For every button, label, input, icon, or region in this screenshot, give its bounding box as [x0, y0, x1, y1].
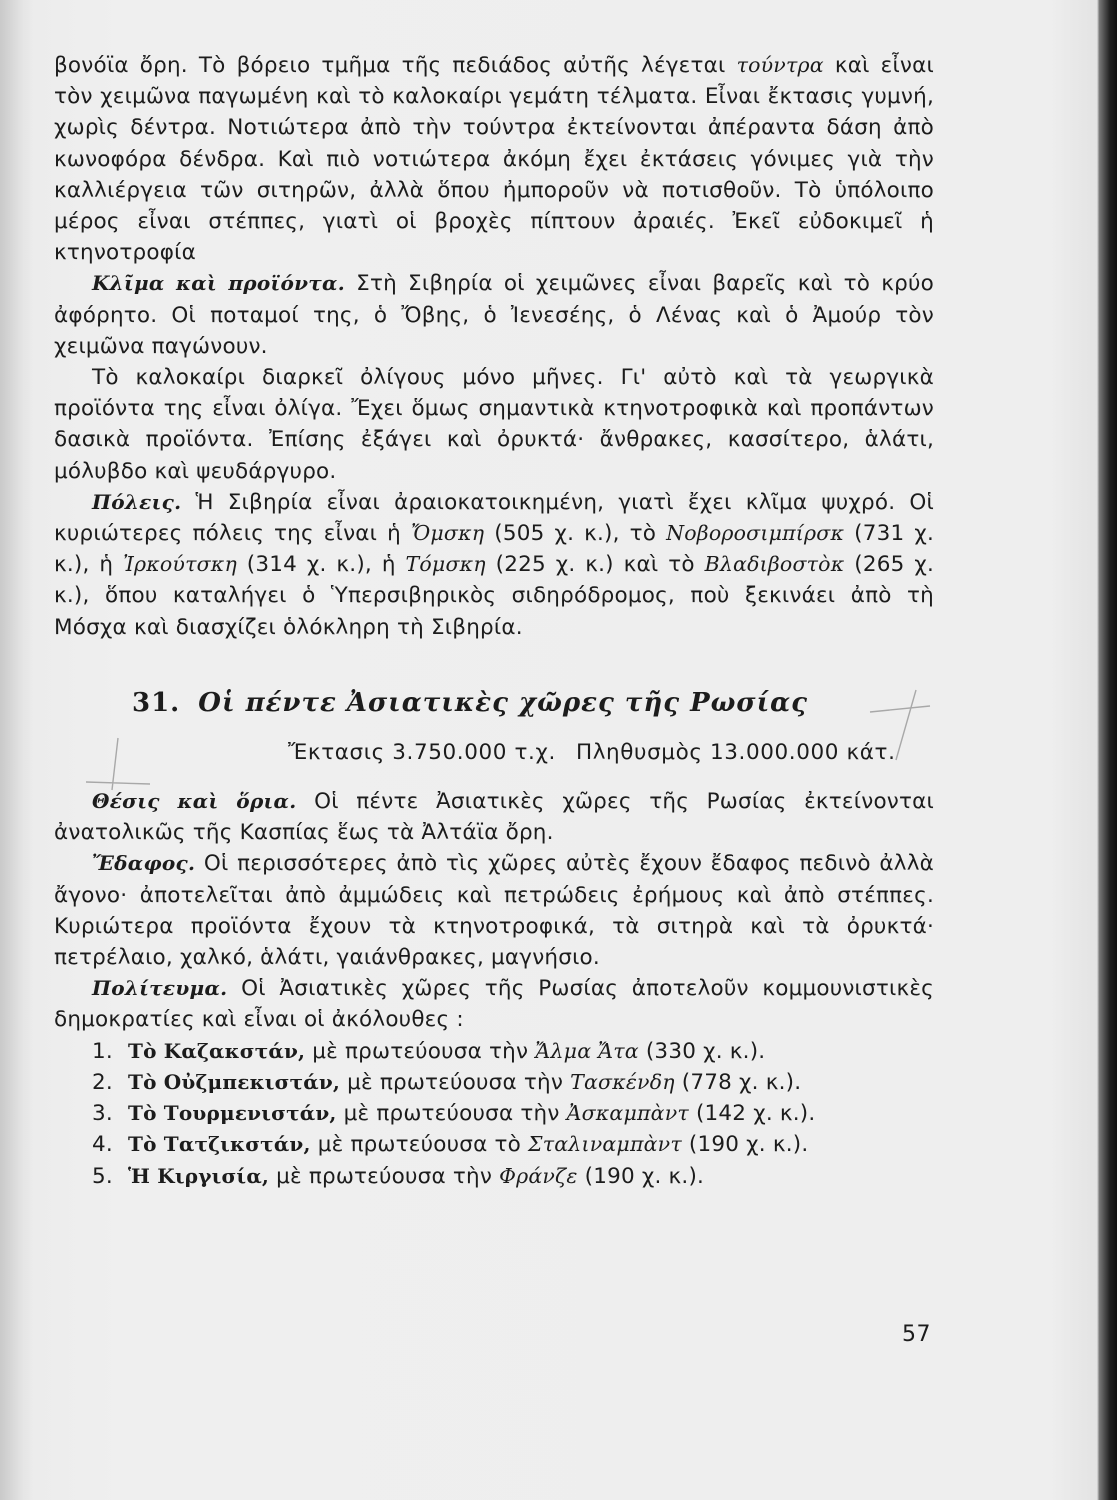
capital-name: Σταλιναμπὰντ — [528, 1132, 682, 1157]
cities-text: (265 χ. κ.), ὅπου καταλήγει ὁ Ὑπερσιβηρικὸς σιδηρόδρομος, ποὺ ξεκινάει ἀπὸ τὴ Μόσχα καὶ διασχίζει ὁλόκληρη τὴ Σιβηρία. — [54, 552, 934, 640]
republic-list — [54, 1036, 934, 1192]
intro-paragraph — [54, 50, 934, 268]
republic-name: Τὸ Καζακστάν, — [128, 1038, 306, 1063]
list-item — [54, 1161, 934, 1192]
soil-text: Οἱ περισσότερες ἀπὸ τὶς χῶρες αὐτὲς ἔχουν ἔδαφος πεδινὸ ἀλλὰ ἄγονο· ἀποτελεῖται ἀπὸ ἀμμώδεις καὶ πετρώδεις ἐρήμους καὶ ἀπὸ στέππες. Κυριώτερα προϊόντα ἔχουν τὰ κτηνοτροφικά, τὰ σιτηρὰ καὶ τὰ ὀρυκτά· πετρέλαιο, χαλκό, ἁλάτι, γαιάνθρακες, μαγνήσιο. — [54, 851, 934, 971]
tundra-term: τούντρα — [736, 53, 824, 77]
item-text: μὲ πρωτεύουσα τὴν — [305, 1038, 536, 1064]
item-text: μὲ πρωτεύουσα τὴν — [336, 1101, 567, 1127]
government-text: Οἱ Ἀσιατικὲς χῶρες τῆς Ρωσίας ἀποτελοῦν κομμουνιστικὲς δημοκρατίες καὶ εἶναι οἱ ἀκόλουθες : — [54, 976, 934, 1033]
position-text: Οἱ πέντε Ἀσιατικὲς χῶρες τῆς Ρωσίας ἐκτείνονται ἀνατολικῶς τῆς Κασπίας ἕως τὰ Ἀλτάϊα ὄρη. — [54, 789, 934, 846]
item-number: 1. — [92, 1038, 113, 1064]
section-title — [54, 683, 934, 723]
cities-text: (505 χ. κ.), τὸ — [484, 521, 667, 547]
cities-text: (731 χ. κ.), ἡ — [54, 521, 935, 578]
list-item — [54, 1036, 934, 1067]
item-number: 5. — [92, 1163, 113, 1189]
item-text: (190 χ. κ.). — [577, 1163, 705, 1189]
republic-name: Ἡ Κιργισία, — [128, 1163, 270, 1188]
summer-paragraph: Τὸ καλοκαίρι διαρκεῖ ὀλίγους μόνο μῆνες. Γι' αὐτὸ καὶ τὰ γεωργικὰ προϊόντα της εἶναι ὀλίγα. Ἔχει ὅμως σημαντικὰ κτηνοτροφικὰ καὶ προπάντων δασικὰ προϊόντα. Ἐπίσης ἐξάγει καὶ ὀρυκτά· ἄνθρακες, κασσίτερο, ἁλάτι, μόλυβδο καὶ ψευδάργυρο. — [54, 365, 934, 484]
climate-paragraph — [54, 268, 934, 362]
city-novosibirsk: Νοβοροσιμπίρσκ — [666, 521, 845, 546]
item-text: (142 χ. κ.). — [688, 1101, 816, 1127]
section-number: 31. — [132, 687, 181, 718]
intro-text: καὶ εἶναι τὸν χειμῶνα παγωμένη καὶ τὸ καλοκαίρι γεμάτη τέλματα. Εἶναι ἔκτασις γυμνή, χωρὶς δέντρα. Νοτιώτερα ἀπὸ τὴν τούντρα ἐκτείνονται ἀπέραντα δάση ἀπὸ κωνοφόρα δένδρα. Καὶ πιὸ νοτιώτερα ἀκόμη ἔχει ἐκτάσεις γόνιμες γιὰ τὴν καλλιέργεια τῶν σιτηρῶν, ἀλλὰ ὅπου ἠμποροῦν νὰ ποτισθοῦν. Τὸ ὑπόλοιπο μέρος εἶναι στέππες, γιατὶ οἱ βροχὲς πίπτουν ἀραιές. Ἐκεῖ εὐδοκιμεῖ ἡ κτηνοτροφία — [54, 53, 934, 266]
government-heading: Πολίτευμα. — [92, 976, 228, 1001]
list-item — [54, 1098, 934, 1129]
government-paragraph — [54, 973, 934, 1035]
climate-text: Στὴ Σιβηρία οἱ χειμῶνες εἶναι βαρεῖς καὶ τὸ κρύο ἀφόρητο. Οἱ ποταμοί της, ὁ Ὄβης, ὁ Ἰενεσέης, ὁ Λένας καὶ ὁ Ἀμούρ τὸν χειμῶνα παγώνουν. — [54, 271, 934, 359]
republic-name: Τὸ Τατζικστάν, — [128, 1132, 311, 1157]
cities-text: (225 χ. κ.) καὶ τὸ — [485, 552, 705, 578]
position-paragraph — [54, 786, 934, 848]
capital-name: Ἄλμα Ἄτα — [535, 1038, 639, 1063]
climate-heading: Κλῖμα καὶ προϊόντα. — [92, 271, 346, 296]
page-number: 57 — [902, 1322, 931, 1347]
city-irkutsk: Ἰρκούτσκη — [123, 552, 237, 577]
position-heading: Θέσις καὶ ὅρια. — [92, 789, 297, 814]
soil-paragraph — [54, 848, 934, 973]
list-item — [54, 1067, 934, 1098]
population-stat: Πληθυσμὸς 13.000.000 κάτ. — [575, 739, 896, 765]
cities-text: (314 χ. κ.), ἡ — [236, 552, 406, 578]
republic-name: Τὸ Οὐζμπεκιστάν, — [128, 1069, 341, 1094]
item-text: μὲ πρωτεύουσα τὴν — [269, 1163, 500, 1189]
capital-name: Τασκένδη — [570, 1069, 675, 1094]
section-heading: Οἱ πέντε Ἀσιατικὲς χῶρες τῆς Ρωσίας — [198, 687, 809, 718]
page-edge-shadow — [1099, 0, 1117, 1500]
item-text: (778 χ. κ.). — [674, 1069, 802, 1095]
item-text: μὲ πρωτεύουσα τὸ — [310, 1132, 529, 1158]
list-item — [54, 1129, 934, 1160]
capital-name: Φράνζε — [499, 1163, 578, 1188]
page-binding-shadow — [0, 0, 34, 1500]
capital-name: Ἀσκαμπὰντ — [566, 1101, 689, 1126]
item-text: (190 χ. κ.). — [681, 1132, 809, 1158]
city-tomsk: Τόμσκη — [405, 552, 486, 577]
item-text: μὲ πρωτεύουσα τὴν — [340, 1069, 571, 1095]
intro-line: βονόϊα ὄρη. Τὸ βόρειο τμῆμα τῆς πεδιάδος αὐτῆς λέγεται — [54, 53, 737, 78]
area-stat: Ἔκτασις 3.750.000 τ.χ. — [288, 739, 556, 765]
page-body — [54, 50, 934, 1192]
cities-paragraph — [54, 487, 934, 643]
city-omsk: Ὄμσκη — [410, 521, 485, 546]
item-number: 4. — [92, 1132, 113, 1158]
item-text: (330 χ. κ.). — [638, 1038, 766, 1064]
item-number: 2. — [92, 1069, 113, 1095]
republic-name: Τὸ Τουρμενιστάν, — [128, 1101, 337, 1126]
cities-text: Ἡ Σιβηρία εἶναι ἀραιοκατοικημένη, γιατὶ ἔχει κλῖμα ψυχρό. Οἱ κυριώτερες πόλεις της εἶναι ἡ — [54, 489, 934, 547]
city-vladivostok: Βλαδιβοστὸκ — [704, 552, 845, 577]
item-number: 3. — [92, 1101, 113, 1127]
section-stats — [54, 737, 934, 768]
cities-heading: Πόλεις. — [92, 489, 182, 514]
soil-heading: Ἔδαφος. — [92, 851, 196, 876]
